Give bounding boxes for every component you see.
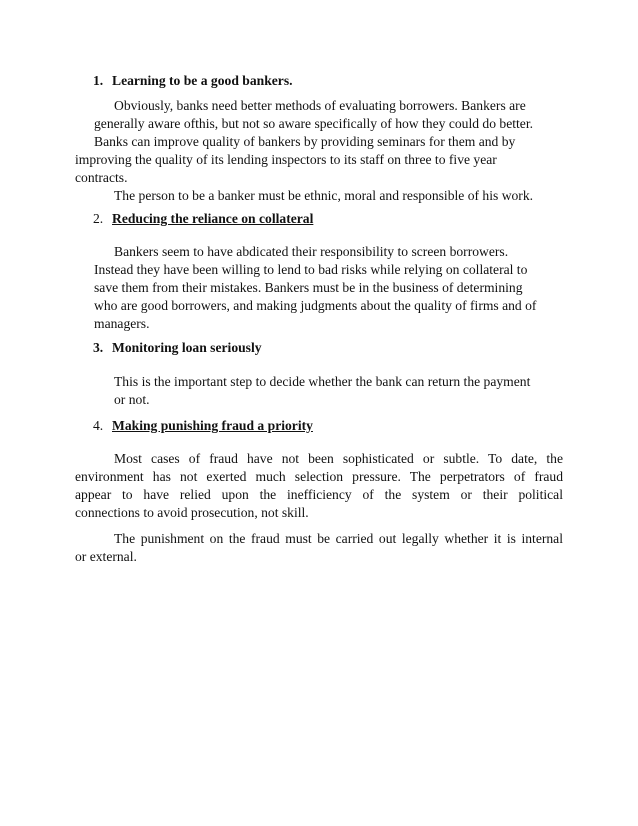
paragraph-line: environment has not exerted much selection pressure. The perpetrators of fraud	[75, 468, 563, 484]
paragraph-line: Obviously, banks need better methods of evaluating borrowers. Bankers are	[114, 98, 526, 113]
section-3-body	[0, 373, 530, 409]
section-3-heading	[93, 340, 262, 356]
paragraph-line: connections to avoid prosecution, not skill.	[75, 504, 309, 520]
paragraph-line: Most cases of fraud have not been sophisticated or subtle. To date, the	[114, 451, 563, 466]
section-4-paragraph-1	[75, 450, 563, 522]
paragraph-line: or not.	[114, 391, 150, 407]
paragraph-line: The person to be a banker must be ethnic, moral and responsible of his work.	[114, 187, 534, 203]
section-4-title: Making punishing fraud a priority	[112, 418, 313, 433]
section-4-paragraph-2	[75, 530, 563, 566]
section-2-body	[0, 243, 536, 333]
section-1-heading	[93, 73, 293, 89]
paragraph-line: Bankers seem to have abdicated their responsibility to screen borrowers.	[114, 244, 509, 259]
paragraph-line: contracts.	[75, 169, 128, 185]
paragraph-line: or external.	[75, 548, 137, 564]
paragraph-line: Banks can improve quality of bankers by providing seminars for them and by	[94, 133, 516, 149]
section-1-title: Learning to be a good bankers.	[112, 73, 293, 88]
section-2-title: Reducing the reliance on collateral	[112, 211, 314, 226]
section-2-number: 2.	[93, 211, 104, 226]
paragraph-line: The punishment on the fraud must be carried out legally whether it is internal	[114, 531, 563, 546]
paragraph-line: appear to have relied upon the inefficiency of the system or their political	[75, 486, 563, 502]
section-3-title: Monitoring loan seriously	[112, 340, 262, 355]
paragraph-line: who are good borrowers, and making judgments about the quality of firms and of	[94, 297, 537, 313]
section-2-heading	[93, 211, 313, 227]
paragraph-line: Instead they have been willing to lend to bad risks while relying on collateral to	[94, 261, 528, 277]
section-1-number: 1.	[93, 73, 104, 88]
section-4-heading	[93, 418, 313, 434]
section-3-number: 3.	[93, 340, 104, 355]
paragraph-line: save them from their mistakes. Bankers must be in the business of determining	[94, 279, 523, 295]
paragraph-line: generally aware ofthis, but not so aware specifically of how they could do better.	[94, 115, 534, 131]
paragraph-line: This is the important step to decide whether the bank can return the payment	[114, 374, 531, 389]
paragraph-line: improving the quality of its lending inspectors to its staff on three to five year	[75, 151, 497, 167]
section-4-number: 4.	[93, 418, 104, 433]
section-1-body	[0, 97, 533, 204]
paragraph-line: managers.	[94, 315, 150, 331]
